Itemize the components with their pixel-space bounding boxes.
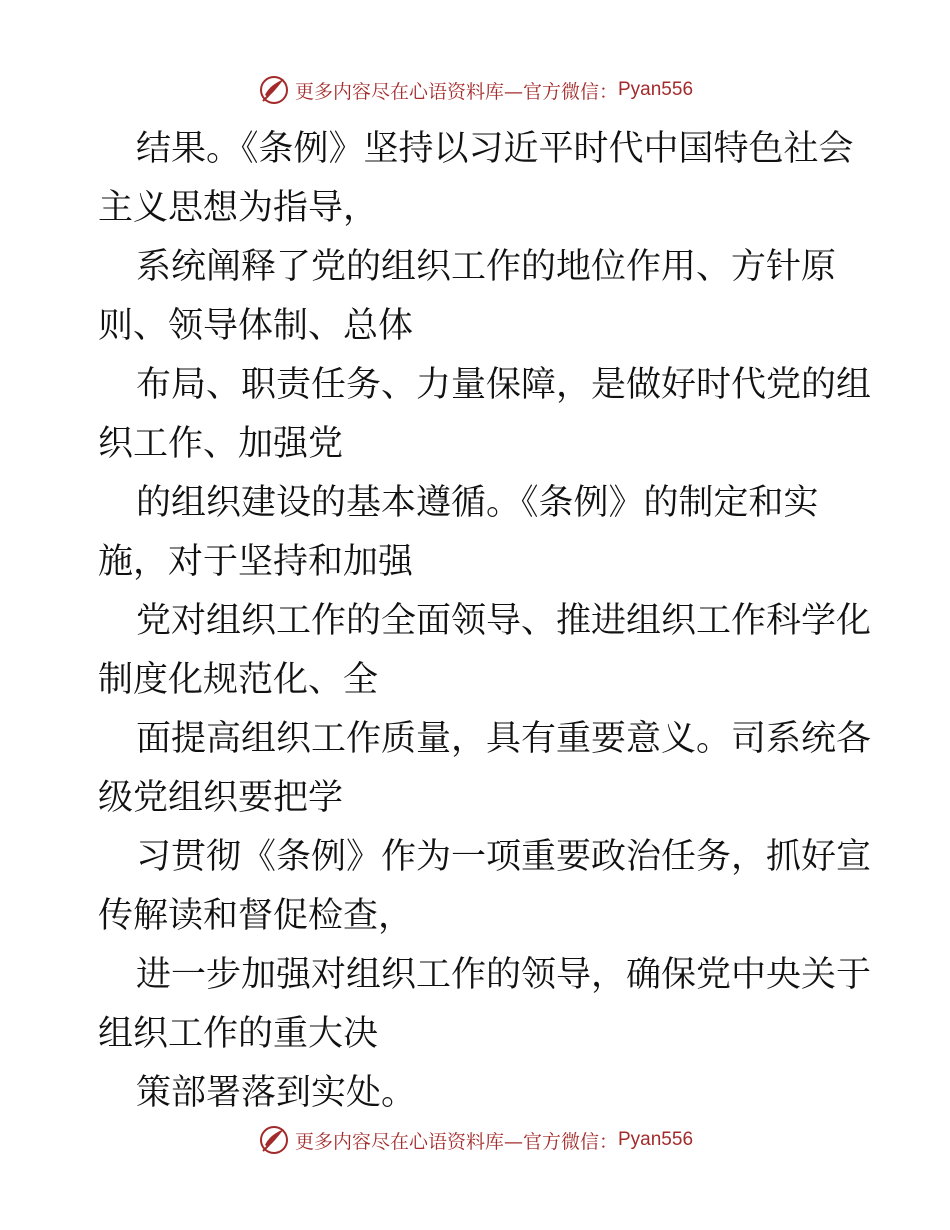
text-line: 的组织建设的基本遵循。《条例》的制定和实 [136,483,819,523]
text-line: 则、领导体制、总体 [98,306,414,346]
text-line: 布局、职责任务、力量保障，是做好时代党的组 [136,365,872,405]
text-line: 级党组织要把学 [98,778,344,818]
watermark-wechat-id: Pyan556 [618,1129,694,1150]
text-line: 面提高组织工作质量，具有重要意义。司系统各 [136,719,872,759]
text-line: 系统阐释了党的组织工作的地位作用、方针原 [136,247,837,287]
text-line: 结果。《条例》坚持以习近平时代中国特色社会 [136,129,854,169]
document-body [98,120,872,1123]
watermark-text: 更多内容尽在心语资料库—官方微信： [294,1130,618,1153]
header-watermark [0,70,950,110]
footer-watermark [0,1120,950,1160]
text-line: 组织工作的重大决 [98,1014,379,1054]
watermark-text: 更多内容尽在心语资料库—官方微信： [294,80,618,103]
text-line: 施，对于坚持和加强 [98,542,414,582]
watermark-wechat-id: Pyan556 [618,79,694,100]
text-line: 策部署落到实处。 [136,1073,417,1113]
text-line: 主义思想为指导， [98,188,379,228]
text-line: 党对组织工作的全面领导、推进组织工作科学化 [136,601,872,641]
quill-logo-icon [257,73,291,107]
text-line: 进一步加强对组织工作的领导，确保党中央关于 [136,955,872,995]
text-line: 传解读和督促检查， [98,896,414,936]
text-line: 制度化规范化、全 [98,660,379,700]
text-line: 织工作、加强党 [98,424,344,464]
quill-logo-icon [257,1123,291,1157]
text-line: 习贯彻《条例》作为一项重要政治任务，抓好宣 [136,837,872,877]
